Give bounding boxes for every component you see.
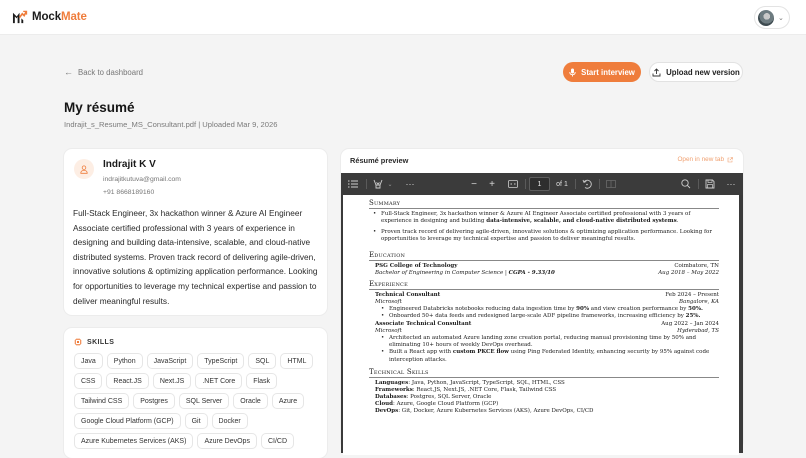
- job-company: Microsoft: [375, 299, 402, 306]
- skill-label: Cloud: [375, 401, 393, 408]
- top-bar: [0, 0, 806, 35]
- arrow-left-icon: ←: [64, 67, 73, 77]
- save-icon: [705, 179, 715, 189]
- page-subtitle: Indrajit_s_Resume_MS_Consultant.pdf | Uploaded Mar 9, 2026: [64, 120, 278, 129]
- preview-title: Résumé preview: [350, 156, 409, 165]
- profile-name: Indrajit K V: [103, 159, 156, 170]
- bullet-bold: 50%.: [688, 306, 703, 313]
- skill-chip: Azure: [272, 393, 304, 409]
- skill-chip: CSS: [74, 373, 102, 389]
- job-dates: Feb 2024 – Present: [665, 291, 719, 298]
- job-dates: Aug 2022 – Jan 2024: [661, 320, 719, 327]
- summary-post: .: [676, 217, 679, 224]
- external-link-icon: [727, 157, 733, 163]
- bullet-text: Architected an automated Azure landing zone creation portal, reducing manual provisioning time by 50% and eliminating 10+ hours of weekly DevOps overhead.: [389, 335, 697, 349]
- bullet-text: Onboarded 50+ data feeds and redesigned large-scale ADF pipeline frameworks, increasing efficiency by: [389, 313, 686, 320]
- more-options-icon[interactable]: ···: [726, 179, 736, 189]
- skill-chip: Python: [107, 353, 143, 369]
- skill-chip: Postgres: [133, 393, 175, 409]
- skill-chip: Flask: [246, 373, 277, 389]
- skill-chip: Git: [185, 413, 208, 429]
- skill-line: [369, 408, 719, 415]
- resume-section-summary: Summary: [369, 200, 719, 209]
- skill-chip: Next.JS: [153, 373, 192, 389]
- fit-page-button[interactable]: [506, 173, 520, 195]
- zoom-in-button[interactable]: +: [489, 178, 495, 190]
- summary-text: Proven track record of delivering agile-driven, innovative solutions & optimizing application performance. Looking for opportunities to leverage my technical expertise and passion to deliver meaningful results.: [381, 228, 712, 242]
- job-bullet: [369, 349, 719, 363]
- job-title: Associate Technical Consultant: [375, 320, 472, 327]
- school-location: Coimbatore, TN: [674, 262, 719, 269]
- avatar: [758, 10, 774, 26]
- job-location: Bangalore, KA: [679, 299, 719, 306]
- degree: Bachelor of Engineering in Computer Science |: [375, 269, 509, 276]
- summary-bullet: [369, 211, 719, 225]
- bullet-bold: 25%.: [685, 313, 701, 320]
- resume-section-education: Education: [369, 252, 719, 261]
- bullet-text: using Ping Federated Identity, enhancing security by 95% against code interception attacks.: [389, 349, 710, 363]
- upload-new-version-button[interactable]: [649, 62, 743, 82]
- skill-chip: SQL: [248, 353, 276, 369]
- user-icon: [80, 165, 88, 174]
- education-row: [369, 263, 719, 270]
- job-location: Hyderabad, TS: [677, 327, 719, 334]
- highlighter-icon: [373, 179, 383, 189]
- bullet-bold: 90%: [576, 306, 590, 313]
- skills-heading-label: SKILLS: [87, 338, 115, 346]
- skill-chip: TypeScript: [197, 353, 244, 369]
- skill-chip: Tailwind CSS: [74, 393, 129, 409]
- skill-label: Languages: [375, 379, 409, 386]
- toolbar-divider: [599, 179, 600, 189]
- profile-email: indrajitkutuva@gmail.com: [103, 176, 181, 183]
- skill-value: : Postgres, SQL Server, Oracle: [406, 393, 492, 400]
- skills-card: [64, 328, 327, 458]
- app-name: [32, 11, 87, 23]
- page-number-input[interactable]: 1: [529, 177, 550, 191]
- bullet-bold: custom PKCE flow: [452, 349, 509, 356]
- skill-line: [369, 387, 719, 394]
- bullet-text: Built a React app with: [389, 349, 453, 356]
- skill-value: : Azure, Google Cloud Platform (GCP): [392, 401, 499, 408]
- school-name: PSG College of Technology: [375, 262, 458, 269]
- skill-label: Databases: [375, 393, 407, 400]
- cgpa: CGPA - 9.33/10: [508, 269, 555, 276]
- start-interview-button[interactable]: [563, 62, 641, 82]
- start-interview-label: Start interview: [581, 67, 635, 77]
- skill-chip: Google Cloud Platform (GCP): [74, 413, 181, 429]
- app-name-part2: Mate: [61, 11, 87, 23]
- summary-text: Full-Stack Engineer, 3x hackathon winner & Azure AI Engineer Associate certified professional with 3 years of experience in designing and building: [381, 210, 691, 224]
- education-dates: Aug 2018 – May 2022: [658, 269, 719, 276]
- upload-new-version-label: Upload new version: [666, 67, 740, 77]
- skill-chip: CI/CD: [261, 433, 294, 449]
- profile-phone: +91 8668189160: [103, 189, 155, 196]
- skill-chip: .NET Core: [195, 373, 242, 389]
- microphone-icon: [569, 68, 576, 77]
- rotate-button[interactable]: [580, 173, 594, 195]
- bullet-text: Engineered Databricks notebooks reducing data ingestion time by: [389, 306, 577, 313]
- rotate-icon: [582, 179, 592, 189]
- education-row: [369, 270, 719, 277]
- profile-card: [64, 149, 327, 315]
- job-row: [369, 328, 719, 335]
- job-row: [369, 292, 719, 299]
- page-total: of 1: [556, 180, 568, 188]
- pdf-page: [343, 195, 739, 455]
- skill-chip: Oracle: [233, 393, 268, 409]
- toolbar-divider: [698, 179, 699, 189]
- search-button[interactable]: [679, 173, 693, 195]
- skill-chip: Azure DevOps: [197, 433, 257, 449]
- more-tools-icon[interactable]: ···: [405, 179, 415, 189]
- search-icon: [681, 179, 691, 189]
- zoom-out-button[interactable]: −: [471, 178, 477, 190]
- resume-content: [369, 200, 719, 416]
- job-bullet: [369, 335, 719, 349]
- skill-value: : Java, Python, JavaScript, TypeScript, SQL, HTML, CSS: [408, 379, 565, 386]
- page-view-icon: [606, 180, 616, 188]
- page-title: My résumé: [64, 100, 135, 115]
- pdf-toolbar: [341, 173, 743, 195]
- app-name-part1: Mock: [32, 11, 61, 23]
- job-bullet: [369, 313, 719, 320]
- upload-icon: [652, 68, 661, 77]
- skill-label: Frameworks: [375, 386, 413, 393]
- back-label: Back to dashboard: [78, 67, 144, 77]
- skills-heading: [74, 338, 114, 346]
- skill-value: : React.JS, Next.JS, .NET Core, Flask, Tailwind CSS: [412, 386, 557, 393]
- resume-preview-card: [341, 149, 743, 449]
- summary-bullet: [369, 229, 719, 243]
- skill-value: : Git, Docker, Azure Kubernetes Services (AKS), Azure DevOps, CI/CD: [398, 408, 594, 415]
- job-title: Technical Consultant: [375, 291, 441, 298]
- job-row: [369, 299, 719, 306]
- skill-chip: Java: [74, 353, 103, 369]
- resume-section-experience: Experience: [369, 281, 719, 290]
- profile-bio: Full-Stack Engineer, 3x hackathon winner & Azure AI Engineer Associate certified professional with 3 years of experience in designing and building data-intensive, scalable, and cloud-native distributed systems. Proven track record of delivering agile-driven, innovative solutions & optimizing application performance. Looking for opportunities to leverage my technical expertise and passion to deliver meaningful results.: [73, 208, 318, 306]
- skill-line: [369, 380, 719, 387]
- job-bullet: [369, 306, 719, 313]
- open-in-new-tab-link[interactable]: [677, 156, 733, 163]
- toolbar-divider: [575, 179, 576, 189]
- draw-options-chevron-icon[interactable]: ⌄: [387, 181, 393, 188]
- summary-bold: data-intensive, scalable, and cloud-native distributed systems: [486, 217, 677, 224]
- skill-chip: Docker: [212, 413, 248, 429]
- user-menu-button[interactable]: [754, 6, 790, 29]
- resume-section-skills: Technical Skills: [369, 369, 719, 378]
- open-in-new-tab-label: Open in new tab: [677, 156, 724, 163]
- toolbar-divider: [525, 179, 526, 189]
- chip-icon: [74, 338, 82, 346]
- skill-chip: SQL Server: [179, 393, 229, 409]
- skills-list: [74, 353, 324, 449]
- bullet-text: and view creation performance by: [589, 306, 689, 313]
- fit-to-page-icon: [508, 180, 518, 188]
- skill-chip: React.JS: [106, 373, 148, 389]
- chevron-down-icon: ⌄: [778, 14, 784, 22]
- mockmate-logo-icon: [12, 10, 27, 24]
- app-logo[interactable]: [12, 10, 87, 24]
- save-button[interactable]: [703, 173, 717, 195]
- back-to-dashboard-link[interactable]: [64, 67, 143, 77]
- outline-toggle-button[interactable]: [345, 173, 361, 195]
- two-page-view-button[interactable]: [604, 173, 618, 195]
- pdf-viewer: [341, 173, 743, 453]
- table-of-contents-icon: [348, 180, 358, 188]
- skill-chip: Azure Kubernetes Services (AKS): [74, 433, 193, 449]
- profile-avatar: [74, 159, 94, 179]
- skill-chip: HTML: [280, 353, 313, 369]
- skill-chip: JavaScript: [147, 353, 194, 369]
- skill-label: DevOps: [375, 408, 399, 415]
- job-row: [369, 321, 719, 328]
- draw-button[interactable]: [371, 173, 385, 195]
- toolbar-divider: [366, 179, 367, 189]
- job-company: Microsoft: [375, 327, 402, 334]
